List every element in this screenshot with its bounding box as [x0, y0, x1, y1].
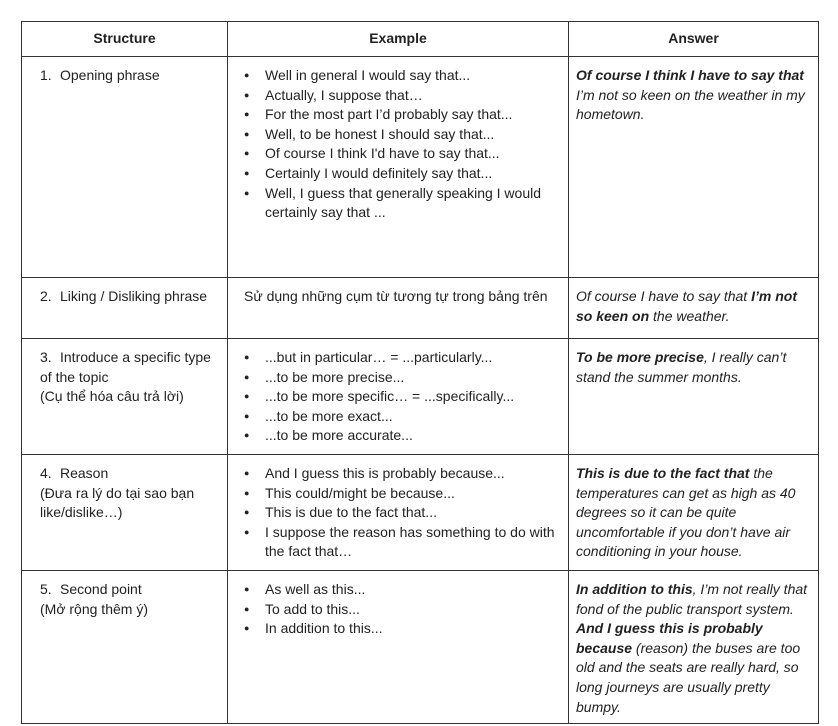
answer-text: the weather.: [649, 307, 730, 324]
example-list: [244, 348, 560, 446]
example-item: ● And I guess this is probably because...: [265, 464, 560, 484]
example-item: ● Certainly I would definitely say that...: [265, 164, 560, 184]
structure-subtitle: (Cụ thể hóa câu trả lời): [40, 388, 184, 405]
structure-label: Second point: [60, 581, 142, 597]
example-item: ● Actually, I suppose that…: [265, 86, 560, 106]
example-cell: [228, 339, 569, 455]
example-item: ● ...to be more accurate...: [265, 426, 560, 446]
row-number: 4.: [40, 465, 52, 481]
example-item: ● ...to be more precise...: [265, 368, 560, 388]
table-row: [22, 571, 819, 724]
table-row: [22, 455, 819, 571]
structure-subtitle: (Mở rộng thêm ý): [40, 600, 148, 617]
example-item: ● As well as this...: [265, 580, 560, 600]
example-cell: [228, 455, 569, 571]
structure-cell: [22, 455, 228, 571]
row-number: 5.: [40, 581, 52, 597]
row-number: 1.: [40, 67, 52, 83]
answer-cell: [569, 455, 819, 571]
header-structure: Structure: [22, 22, 228, 57]
answer-text: the temperatures can get as high as 40 degrees so it can be quite uncomfortable if you don’t have air conditioning in your house.: [576, 465, 796, 560]
answer-cell: [569, 57, 819, 278]
answer-key-phrase: Of course I think I have to say that: [576, 67, 804, 83]
answer-key-phrase: In addition to this: [576, 581, 693, 597]
answer-text: Of course I have to say that: [576, 288, 752, 304]
example-text: Sử dụng những cụm từ tương tự trong bảng trên: [244, 288, 548, 304]
header-example: Example: [228, 22, 569, 57]
example-item: ● Well, I guess that generally speaking I would certainly say that ...: [265, 184, 560, 223]
structure-cell: [22, 571, 228, 724]
header-row: [22, 22, 819, 57]
example-item: ● ...but in particular… = ...particularly...: [265, 348, 560, 368]
structure-cell: [22, 57, 228, 278]
structure-cell: [22, 339, 228, 455]
answer-key-phrase: I’m not so keen on: [576, 288, 797, 324]
table-row: [22, 57, 819, 278]
example-item: ● I suppose the reason has something to do with the fact that…: [265, 523, 560, 562]
structure-label: Introduce a specific type of the topic: [40, 349, 211, 385]
structure-cell: [22, 278, 228, 339]
table-row: [22, 339, 819, 455]
example-item: ● This is due to the fact that...: [265, 503, 560, 523]
structure-label: Liking / Disliking phrase: [60, 288, 208, 304]
answer-cell: [569, 571, 819, 724]
answer-cell: [569, 339, 819, 455]
table-row: [22, 278, 819, 339]
row-number: 2.: [40, 288, 52, 304]
example-list: [244, 464, 560, 562]
example-cell: [228, 571, 569, 724]
example-list: [244, 66, 560, 223]
example-item: ● For the most part I’d probably say that...: [265, 105, 560, 125]
example-cell: [228, 57, 569, 278]
example-cell: [228, 278, 569, 339]
example-item: ● In addition to this...: [265, 619, 560, 639]
header-answer: Answer: [569, 22, 819, 57]
example-list: [244, 580, 560, 639]
answer-key-phrase: This is due to the fact that: [576, 465, 750, 481]
answer-text: , I really can’t stand the summer months.: [576, 349, 787, 385]
row-number: 3.: [40, 349, 52, 365]
answer-text: I’m not so keen on the weather in my hometown.: [576, 86, 805, 123]
structure-subtitle: (Đưa ra lý do tại sao bạn like/dislike…): [40, 484, 195, 521]
structure-label: Reason: [60, 465, 109, 481]
example-item: ● This could/might be because...: [265, 484, 560, 504]
example-item: ● Well, to be honest I should say that...: [265, 125, 560, 145]
example-item: ● ...to be more exact...: [265, 407, 560, 427]
example-item: ● To add to this...: [265, 600, 560, 620]
answer-cell: [569, 278, 819, 339]
example-item: ● ...to be more specific… = ...specifically...: [265, 387, 560, 407]
answer-key-phrase: And I guess this is probably because: [576, 620, 763, 656]
answer-text: , I’m not really that fond of the public transport system.: [576, 581, 808, 617]
example-item: ● Of course I think I'd have to say that...: [265, 144, 560, 164]
structure-label: Opening phrase: [60, 67, 160, 83]
example-item: ● Well in general I would say that...: [265, 66, 560, 86]
phrases-table: [21, 21, 819, 724]
answer-text: (reason) the buses are too old and the seats are really hard, so long journeys are usually pretty bumpy.: [576, 639, 801, 715]
answer-key-phrase: To be more precise: [576, 349, 704, 365]
